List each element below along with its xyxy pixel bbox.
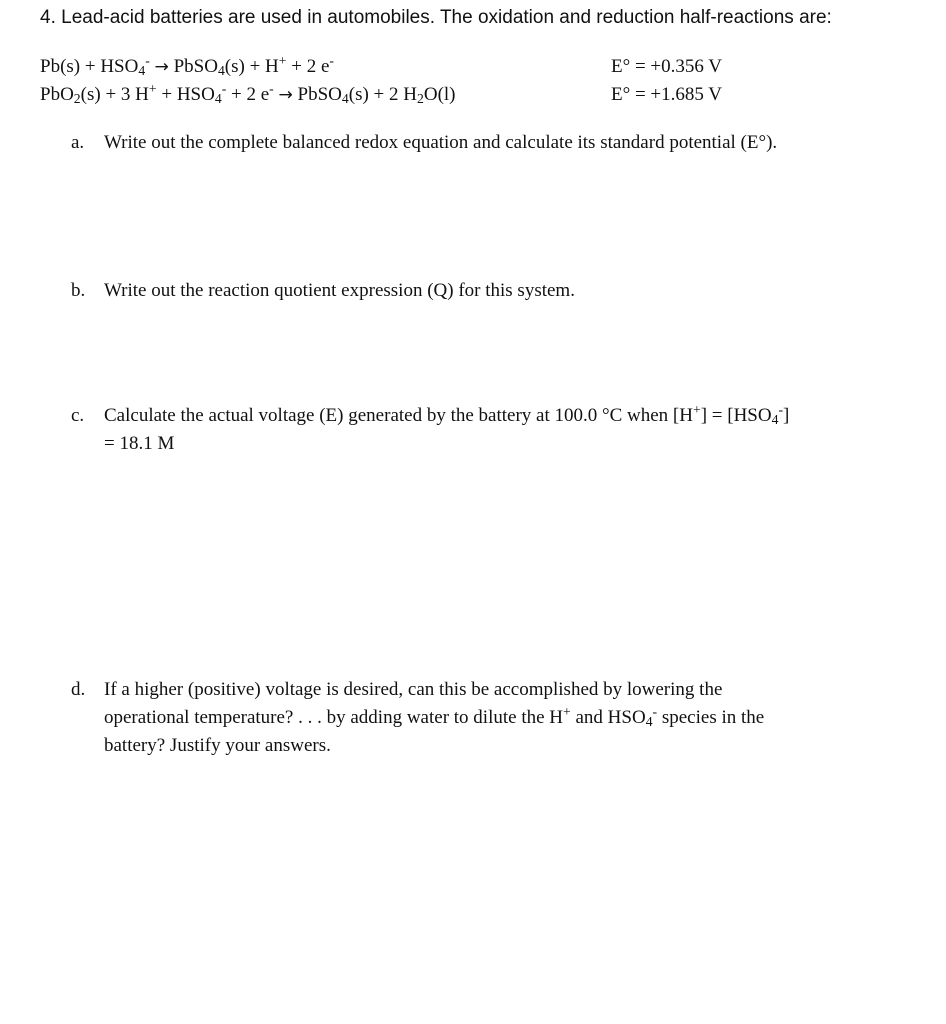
part-a — [71, 129, 871, 157]
part-d-letter: d. — [71, 679, 86, 700]
question-title: 4. Lead-acid batteries are used in automobiles. The oxidation and reduction half-reactions are: — [40, 7, 832, 28]
oxidation-potential: E° = +0.356 V — [611, 56, 723, 77]
reaction-arrow-icon: → — [278, 85, 293, 105]
part-d — [71, 676, 871, 760]
part-a-letter: a. — [71, 132, 85, 153]
part-c-letter: c. — [71, 405, 85, 426]
part-d-text: If a higher (positive) voltage is desired, can this be accomplished by lowering the operational temperature? . . . by adding water to dilute the H+ and $HSO_4^-$ species in the battery? Justify your answers. — [104, 679, 765, 756]
part-c-text: Calculate the actual voltage (E) generated by the battery at 100.0 °C when $[H^+] = [HSO_4^-]$ = 18.1 M — [104, 402, 790, 454]
reduction-potential: E° = +1.685 V — [611, 84, 723, 105]
part-a-text: Write out the complete balanced redox equation and calculate its standard potential (E°). — [104, 132, 778, 153]
reaction-arrow-icon: → — [154, 57, 169, 77]
oxidation-equation: $Pb(s) + HSO_4^-$ → PbSO$_4$(s) + H+ + 2 e- — [40, 53, 334, 78]
part-b-letter: b. — [71, 280, 86, 301]
part-b — [71, 277, 871, 305]
part-b-text: Write out the reaction quotient expression (Q) for this system. — [104, 280, 575, 301]
reduction-equation: PbO$_2$(s) + 3 $H^+ + HSO_4^- + 2$ e- → PbSO$_4$(s) + 2 $H_2O(l)$ — [40, 81, 456, 106]
part-c — [71, 402, 871, 458]
